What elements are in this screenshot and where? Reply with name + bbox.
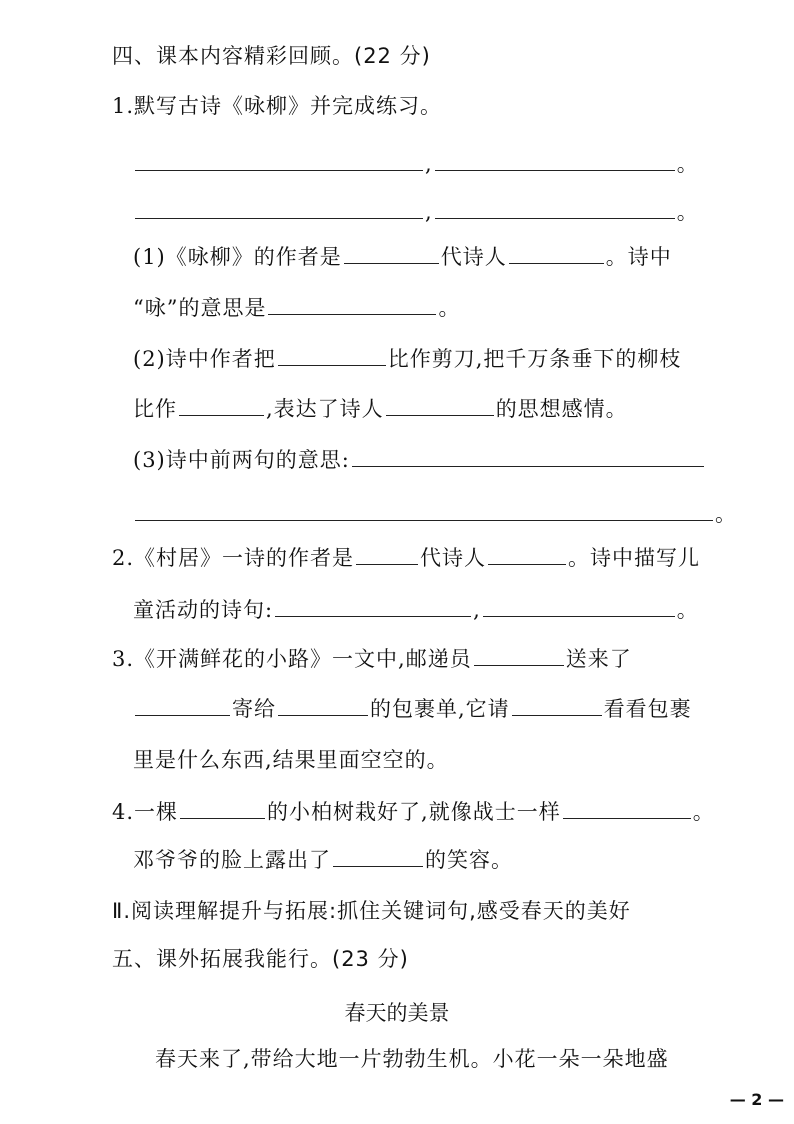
q4-text: 4.一棵 — [112, 800, 179, 824]
answer-blank[interactable] — [352, 446, 704, 467]
q4-text: 。 — [692, 800, 715, 824]
q3-text: 的包裹单,它请 — [370, 697, 510, 721]
q2-text: 。诗中描写儿 — [568, 546, 701, 570]
answer-blank[interactable] — [135, 198, 423, 219]
q2-text: , — [473, 598, 481, 622]
q3-line2 — [133, 695, 692, 723]
q1-sub2-line1 — [133, 345, 681, 373]
q1-sub1-line2 — [133, 294, 460, 322]
q3-line1 — [112, 645, 632, 673]
comma: , — [425, 200, 433, 224]
q3-text: 寄给 — [232, 697, 276, 721]
answer-blank[interactable] — [435, 198, 675, 219]
q2-text: 代诗人 — [420, 546, 487, 570]
answer-blank[interactable] — [344, 243, 439, 264]
q1-sub2-text: 比作 — [133, 397, 177, 421]
comma: , — [425, 152, 433, 176]
answer-blank[interactable] — [135, 150, 423, 171]
answer-blank[interactable] — [386, 395, 494, 416]
answer-blank[interactable] — [135, 695, 230, 716]
q1-sub1-text: 代诗人 — [440, 245, 507, 269]
answer-blank[interactable] — [278, 345, 386, 366]
answer-blank[interactable] — [474, 645, 564, 666]
q1-prompt: 1.默写古诗《咏柳》并完成练习。 — [112, 94, 443, 118]
q1-sub2-text: (2)诗中作者把 — [133, 347, 276, 371]
answer-blank[interactable] — [278, 695, 368, 716]
q1-sub2-text: ,表达了诗人 — [266, 397, 384, 421]
answer-blank[interactable] — [356, 544, 418, 565]
page-number: — 2 — — [729, 1090, 784, 1109]
q4-text: 的小柏树栽好了,就像战士一样 — [267, 800, 561, 824]
q1-sub3-text: (3)诗中前两句的意思: — [133, 448, 350, 472]
q1-sub1-text: 。诗中 — [605, 245, 672, 269]
answer-blank[interactable] — [275, 596, 471, 617]
poem-line-1 — [133, 150, 699, 178]
answer-blank[interactable] — [512, 695, 602, 716]
q4-text: 邓爷爷的脸上露出了 — [133, 848, 331, 872]
answer-blank[interactable] — [268, 294, 436, 315]
q4-line1 — [112, 798, 715, 826]
q4-text: 的笑容。 — [425, 848, 513, 872]
q2-line2 — [133, 596, 699, 624]
q3-text: 看看包裹 — [603, 697, 692, 721]
q4-line2 — [133, 846, 513, 874]
q1-sub2-text: 的思想感情。 — [495, 397, 628, 421]
answer-blank[interactable] — [563, 798, 691, 819]
part-two-title: Ⅱ.阅读理解提升与拓展:抓住关键词句,感受春天的美好 — [112, 899, 631, 923]
answer-blank[interactable] — [179, 395, 264, 416]
q1-sub2-text: 比作剪刀,把千万条垂下的柳枝 — [387, 347, 682, 371]
answer-blank[interactable] — [180, 798, 265, 819]
q1-sub1-text: (1)《咏柳》的作者是 — [133, 245, 342, 269]
q1-sub3-line1 — [133, 446, 706, 474]
section-four-title: 四、课本内容精彩回顾。(22 分) — [112, 44, 431, 68]
answer-blank[interactable] — [333, 846, 423, 867]
q1-sub1-line1 — [133, 243, 672, 271]
q2-line1 — [112, 544, 700, 572]
answer-blank[interactable] — [483, 596, 675, 617]
q3-text: 送来了 — [565, 647, 632, 671]
q2-text: 2.《村居》一诗的作者是 — [112, 546, 355, 570]
passage-title: 春天的美景 — [344, 1001, 450, 1025]
answer-blank[interactable] — [435, 150, 675, 171]
period: 。 — [676, 200, 699, 224]
q1-sub1-text: “咏”的意思是 — [133, 296, 267, 320]
period: 。 — [676, 152, 699, 176]
q3-text: 3.《开满鲜花的小路》一文中,邮递员 — [112, 647, 472, 671]
answer-blank[interactable] — [509, 243, 604, 264]
answer-blank[interactable] — [135, 500, 713, 521]
passage-line-1: 春天来了,带给大地一片勃勃生机。小花一朵一朵地盛 — [155, 1047, 669, 1071]
section-five-title: 五、课外拓展我能行。(23 分) — [112, 947, 409, 971]
period: 。 — [715, 502, 737, 526]
q2-text: 童活动的诗句: — [133, 598, 274, 622]
q1-sub3-line2 — [133, 500, 737, 528]
q1-sub2-line2 — [133, 395, 628, 423]
answer-blank[interactable] — [488, 544, 566, 565]
poem-line-2 — [133, 198, 699, 226]
q2-text: 。 — [676, 598, 699, 622]
q3-line3: 里是什么东西,结果里面空空的。 — [133, 748, 449, 772]
q1-sub1-text: 。 — [438, 296, 461, 320]
